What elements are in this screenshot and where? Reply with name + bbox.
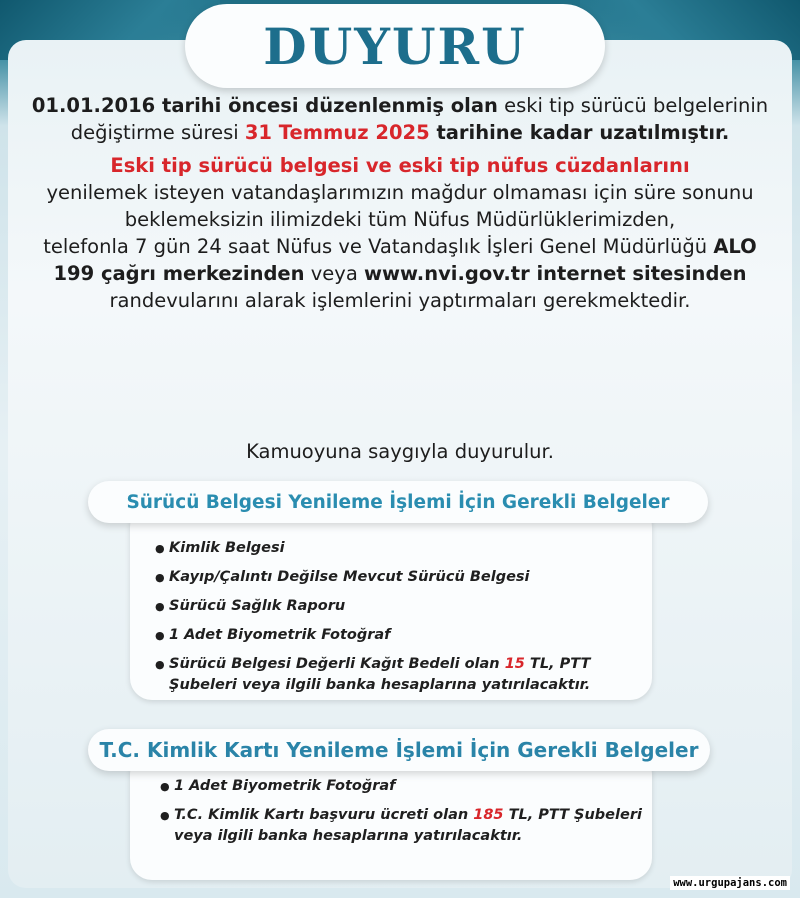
source-watermark: www.urgupajans.com — [670, 876, 790, 890]
list-item: ● T.C. Kimlik Kartı başvuru ücreti olan 185 TL, PTT Şubeleri veya ilgili banka hesaplarına yatırılacaktır. — [160, 805, 654, 847]
list-item: ● 1 Adet Biyometrik Fotoğraf — [155, 625, 609, 646]
closing-line: Kamuoyuna saygıyla duyurulur. — [246, 440, 554, 463]
deadline-date: 31 Temmuz 2025 — [244, 121, 430, 144]
title-banner — [185, 4, 605, 88]
id-card-heading: T.C. Kimlik Kartı Yenileme İşlemi İçin Gerekli Belgeler — [88, 729, 710, 771]
list-item: ● Sürücü Sağlık Raporu — [155, 596, 609, 617]
fee-amount: 15 — [504, 656, 525, 672]
highlight-text: Eski tip sürücü belgesi ve eski tip nüfus cüzdanlarını — [110, 154, 690, 177]
id-card-requirements — [160, 776, 654, 855]
announcement-paragraph-2: Eski tip sürücü belgesi ve eski tip nüfus cüzdanlarını yenilemek isteyen vatandaşlarımızın mağdur olmaması için süre sonunu beklemeksizin ilimizdeki tüm Nüfus Müdürlüklerimizden, — [46, 154, 754, 231]
announcement-body — [30, 92, 770, 314]
page-title: DUYURU — [263, 16, 527, 76]
announcement-paragraph-1: 01.01.2016 tarihi öncesi düzenlenmiş olan eski tip sürücü belgelerinin değiştirme süresi 31 Temmuz 2025 tarihine kadar uzatılmıştır. — [31, 94, 769, 144]
announcement-paragraph-3: telefonla 7 gün 24 saat Nüfus ve Vatandaşlık İşleri Genel Müdürlüğü ALO 199 çağrı merkezinden veya www.nvi.gov.tr internet sitesinden randevularını alarak işlemlerini yaptırmaları gerekmektedir. — [43, 235, 757, 312]
list-item: ● Sürücü Belgesi Değerli Kağıt Bedeli olan 15 TL, PTT Şubeleri veya ilgili banka hesaplarına yatırılacaktır. — [155, 654, 609, 696]
date-clause: 01.01.2016 tarihi öncesi düzenlenmiş olan — [31, 94, 498, 117]
driver-license-heading: Sürücü Belgesi Yenileme İşlemi İçin Gerekli Belgeler — [88, 481, 708, 523]
list-item: ● Kayıp/Çalıntı Değilse Mevcut Sürücü Belgesi — [155, 567, 609, 588]
list-item: ● Kimlik Belgesi — [155, 538, 609, 559]
call-center: ALO 199 çağrı merkezinden — [53, 235, 757, 285]
driver-license-requirements — [155, 538, 609, 704]
website-reference: www.nvi.gov.tr internet sitesinden — [363, 262, 747, 285]
list-item: ● 1 Adet Biyometrik Fotoğraf — [160, 776, 654, 797]
fee-amount: 185 — [473, 807, 504, 823]
